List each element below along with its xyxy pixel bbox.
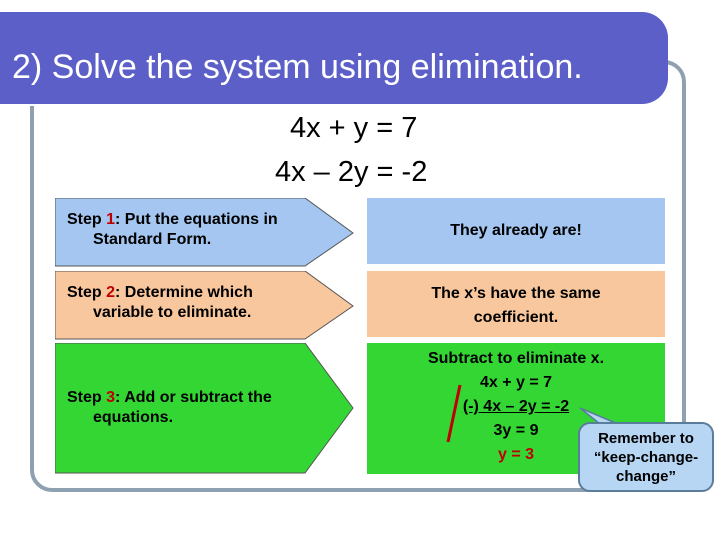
step-2-answer xyxy=(367,271,665,330)
step-1-answer: They already are! xyxy=(450,222,582,239)
step-3-desc-line1: : Add or subtract the xyxy=(115,389,272,406)
step-1-text xyxy=(67,210,317,250)
step-3-desc-line2: equations. xyxy=(93,409,174,426)
title-bar xyxy=(0,12,668,104)
step-2-arrow xyxy=(55,271,355,341)
step-3-number: 3 xyxy=(106,389,116,406)
step-3-arrow xyxy=(55,343,355,474)
step-2-text xyxy=(67,283,317,323)
step-2-answer-box xyxy=(367,271,665,337)
step-1-desc-line2: Standard Form. xyxy=(93,231,212,248)
step-2-label: Step xyxy=(67,284,102,301)
title-underline xyxy=(12,104,636,106)
step-2-desc-line2: variable to eliminate. xyxy=(93,304,252,321)
step-2-answer-line1: The x’s have the same xyxy=(431,285,601,302)
step-2-answer-line2: coefficient. xyxy=(473,309,559,326)
step-1-answer-box xyxy=(367,198,665,264)
callout-line3: change” xyxy=(615,468,676,485)
callout-line2: “keep-change- xyxy=(593,449,699,466)
step-3-text xyxy=(67,388,317,428)
red-slash-mark xyxy=(440,380,470,450)
step-1-desc-line1: : Put the equations in xyxy=(115,211,278,228)
step-2-number: 2 xyxy=(106,284,116,301)
callout-line1: Remember to xyxy=(598,430,694,447)
slide-title: 2) Solve the system using elimination. xyxy=(12,48,583,86)
work-line3: 3y = 9 xyxy=(493,422,539,439)
step-1-label: Step xyxy=(67,211,102,228)
equation-2: 4x – 2y = -2 xyxy=(275,156,428,188)
step-2-desc-line1: : Determine which xyxy=(115,284,253,301)
step-1-number: 1 xyxy=(106,211,116,228)
work-heading: Subtract to eliminate x. xyxy=(427,350,605,367)
work-line4: y = 3 xyxy=(497,446,535,463)
step-3-label: Step xyxy=(67,389,102,406)
step-1-arrow xyxy=(55,198,355,268)
equation-1: 4x + y = 7 xyxy=(290,112,418,144)
work-line2: (-) 4x – 2y = -2 xyxy=(462,398,570,415)
callout-note xyxy=(578,422,714,492)
work-line1: 4x + y = 7 xyxy=(479,374,553,391)
